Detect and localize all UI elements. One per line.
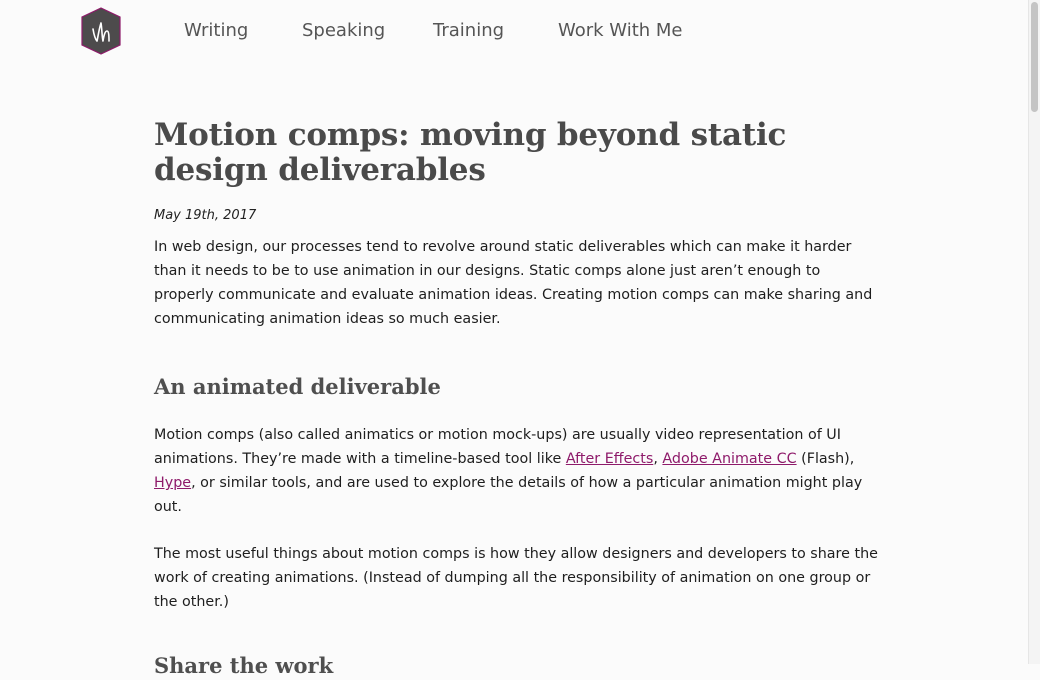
section-paragraph-2: The most useful things about motion comps is how they allow designers and developers to share the work of creating animations. (Instead of dumping all the responsibility of animation on one group or the other.) [154, 546, 878, 610]
nav-speaking[interactable]: Speaking [302, 20, 386, 41]
link-adobe-animate[interactable]: Adobe Animate CC [662, 451, 797, 467]
separator-text: , [653, 451, 663, 467]
article-title: Motion comps: moving beyond static design deliverables [154, 117, 787, 188]
article-intro: In web design, our processes tend to revolve around static deliverables which can make it harder than it needs to be to use animation in our designs. Static comps alone just aren’t enough to properly communicate and evaluate animation ideas. Creating motion comps can make sharing and communicating animation ideas so much easier. [154, 239, 873, 327]
logo-hexagon-icon [80, 7, 122, 55]
article-date: May 19th, 2017 [154, 208, 257, 223]
paragraph-text: Motion comps (also called animatics or motion mock-ups) are usually video representation of UI animations. They’re made with a timeline-based tool like [154, 427, 841, 467]
nav-work-with-me[interactable]: Work With Me [558, 20, 683, 41]
scrollbar-thumb[interactable] [1031, 2, 1038, 112]
section-paragraph-1 [154, 423, 882, 519]
section-heading-next: Share the work [154, 653, 334, 678]
paragraph-text: (Flash), [796, 451, 855, 467]
nav-writing[interactable]: Writing [184, 20, 249, 41]
link-after-effects[interactable]: After Effects [565, 451, 654, 467]
paragraph-text: , or similar tools, and are used to explore the details of how a particular animation might play out. [154, 475, 863, 515]
section-heading-animated-deliverable: An animated deliverable [154, 374, 441, 399]
page-scrollbar[interactable] [1028, 0, 1040, 664]
link-hype[interactable]: Hype [154, 475, 192, 491]
nav-training[interactable]: Training [433, 20, 505, 41]
site-logo[interactable] [80, 7, 122, 55]
